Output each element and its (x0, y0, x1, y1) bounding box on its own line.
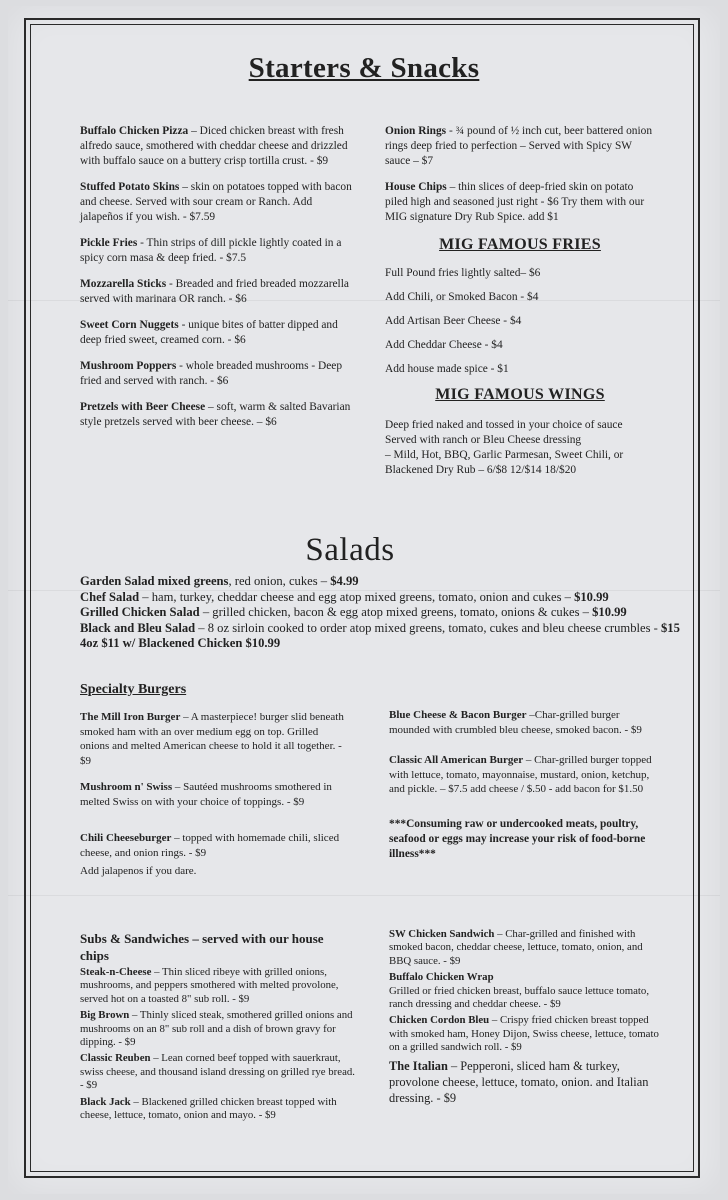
item-desc: – skin on potatoes topped with bacon and cheese. Served with sour cream or Ranch. Add jalapeños if you wish. - $7.59 (80, 181, 352, 223)
wings-description (385, 418, 655, 478)
item-name: Big Brown (80, 1009, 130, 1022)
menu-item (80, 831, 350, 860)
menu-item (389, 753, 661, 797)
item-desc: – soft, warm & salted Bavarian style pretzels served with beer cheese. – $6 (80, 401, 351, 428)
salad-item (80, 590, 680, 606)
salads-title: Salads (305, 532, 395, 568)
item-name: The Italian (389, 1058, 448, 1073)
item-name: Chef Salad (80, 589, 140, 604)
item-name: Mushroom Poppers (80, 360, 177, 372)
wings-line: Deep fried naked and tossed in your choice of sauce (385, 419, 623, 431)
menu-item (80, 359, 355, 389)
menu-item (389, 1014, 661, 1054)
menu-item (80, 710, 350, 768)
fries-line: Add house made spice - $1 (385, 363, 509, 375)
item-name: Chicken Cordon Bleu (389, 1014, 490, 1027)
salad-item (80, 605, 680, 621)
menu-item (80, 1009, 355, 1049)
food-safety-warning: ***Consuming raw or undercooked meats, poultry, seafood or eggs may increase your risk of food-borne illness*** (389, 817, 646, 860)
fries-line: Full Pound fries lightly salted– $6 (385, 267, 541, 279)
item-name: Buffalo Chicken Pizza (80, 125, 189, 137)
starters-right-column (385, 124, 655, 478)
item-desc: – 8 oz sirloin cooked to order atop mixed greens, tomato, cukes and bleu cheese crumbles - (195, 620, 661, 635)
item-name: Classic All American Burger (389, 754, 524, 766)
burgers-title: Specialty Burgers (80, 682, 187, 697)
wings-line: Served with ranch or Bleu Cheese dressing (385, 434, 582, 446)
menu-item (80, 180, 355, 225)
item-name: Mushroom n' Swiss (80, 781, 173, 793)
item-desc: - unique bites of batter dipped and deep fried sweet, creamed corn. - $6 (80, 319, 338, 346)
item-price: $4.99 (330, 574, 359, 588)
fries-line: Add Chili, or Smoked Bacon - $4 (385, 291, 539, 303)
fries-line: Add Artisan Beer Cheese - $4 (385, 315, 522, 327)
menu-item (80, 1096, 355, 1123)
item-desc: - Breaded and fried breaded mozzarella served with marinara OR ranch. - $6 (80, 278, 349, 305)
subs-left-column (80, 966, 355, 1125)
starters-left-column (80, 124, 355, 441)
menu-item (389, 1058, 661, 1106)
item-name: Blue Cheese & Bacon Burger (389, 709, 527, 721)
item-desc: - ¾ pound of ½ inch cut, beer battered onion rings deep fried to perfection – Served with Spicy SW sauce – $7 (385, 125, 653, 167)
fries-title: MIG FAMOUS FRIES (439, 236, 601, 253)
item-name: Grilled Chicken Salad (80, 605, 200, 619)
salad-item (80, 574, 680, 590)
item-desc: – thin slices of deep-fried skin on potato piled high and seasoned just right - $6 Try them with our MIG signature Dry Rub Spice. add $1 (385, 181, 645, 223)
item-desc: – Pepperoni, sliced ham & turkey, provolone cheese, lettuce, tomato, onion. and Italian dressing. - $9 (389, 1058, 649, 1105)
item-name: Garden Salad mixed greens (80, 574, 229, 588)
item-name: Black and Bleu Salad (80, 620, 196, 635)
wings-line: Blackened Dry Rub – 6/$8 12/$14 18/$20 (385, 464, 577, 476)
wings-line: – Mild, Hot, BBQ, Garlic Parmesan, Sweet Chili, or (385, 449, 624, 461)
menu-item (80, 1052, 355, 1092)
salad-item (80, 621, 680, 652)
item-desc: – ham, turkey, cheddar cheese and egg atop mixed greens, tomato, onion and cukes – (139, 589, 575, 604)
menu-item (80, 780, 350, 809)
item-name: Chili Cheeseburger (80, 832, 172, 844)
item-desc: - Thin strips of dill pickle lightly coated in a spicy corn masa & deep fried. - $7.5 (80, 237, 342, 264)
item-name: House Chips (385, 181, 447, 193)
item-desc: – Char-grilled and finished with smoked bacon, cheddar cheese, lettuce, tomato, onion, and BBQ sauce. - $9 (389, 928, 643, 967)
menu-item (389, 928, 661, 968)
menu-item (385, 180, 655, 225)
burgers-right-column (389, 708, 661, 873)
subs-right-column (389, 928, 661, 1106)
item-price: $15 4oz $11 w/ Blackened Chicken $10.99 (80, 620, 680, 650)
fries-line: Add Cheddar Cheese - $4 (385, 339, 503, 351)
item-name: Steak-n-Cheese (80, 966, 152, 978)
item-name: Stuffed Potato Skins (80, 181, 180, 193)
menu-item (389, 708, 661, 737)
item-name: Black Jack (80, 1095, 131, 1108)
item-name: Sweet Corn Nuggets (80, 319, 179, 331)
wings-title: MIG FAMOUS WINGS (435, 386, 605, 403)
menu-item (80, 236, 355, 266)
item-name: Onion Rings (385, 125, 447, 137)
burgers-left-column (80, 710, 350, 891)
item-desc: – Diced chicken breast with fresh alfredo sauce, smothered with cheddar cheese and drizzled with buffalo sauce on a buttery crisp tortilla crust. - $9 (80, 125, 348, 167)
item-name: The Mill Iron Burger (80, 711, 181, 723)
jalapeno-note: Add jalapenos if you dare. (80, 865, 197, 877)
item-price: $10.99 (574, 589, 609, 604)
item-desc: – grilled chicken, bacon & egg atop mixed greens, tomato, onions & cukes – (199, 605, 593, 619)
item-name: Pickle Fries (80, 237, 138, 249)
item-desc: – Blackened grilled chicken breast topped with cheese, lettuce, tomato, onion and mayo. - $9 (80, 1095, 337, 1122)
menu-item (80, 277, 355, 307)
menu-item (80, 124, 355, 169)
subs-title: Subs & Sandwiches – served with our house chips (80, 931, 324, 963)
item-desc: – Char-grilled burger topped with lettuce, tomato, mayonnaise, mustard, onion, ketchup, and pickle. – $7.5 add cheese / $.50 - add bacon for $1.50 (389, 754, 652, 795)
item-desc: , red onion, cukes – (228, 574, 331, 588)
menu-item (80, 400, 355, 430)
item-name: SW Chicken Sandwich (389, 928, 495, 940)
item-desc: – A masterpiece! burger slid beneath smoked ham with an over medium egg on top. Grilled onions and melted American cheese to hold it all together. - $9 (80, 711, 344, 767)
item-desc: – Sautéed mushrooms smothered in melted Swiss on with your choice of toppings. - $9 (80, 781, 332, 808)
item-desc: – Thin sliced ribeye with grilled onions, mushrooms, and peppers smothered with melted provolone, served hot on a toasted 8" sub roll. - $9 (80, 966, 339, 1005)
item-desc: – Thinly sliced steak, smothered grilled onions and mushrooms on an 8" sub roll and a dish of brown gravy for dipping. - $9 (80, 1009, 353, 1049)
item-name: Mozzarella Sticks (80, 278, 167, 290)
menu-item (385, 124, 655, 169)
item-name: Pretzels with Beer Cheese (80, 401, 206, 413)
menu-item (80, 966, 355, 1006)
item-price: $10.99 (592, 605, 627, 619)
item-desc: – Crispy fried chicken breast topped with smoked ham, Honey Dijon, Swiss cheese, lettuce, tomato on a grilled sandwich roll. - $9 (389, 1014, 659, 1054)
item-name: Buffalo Chicken Wrap (389, 971, 494, 984)
item-desc: – topped with homemade chili, sliced cheese, and onion rings. - $9 (80, 832, 340, 859)
salads-list (80, 574, 680, 652)
item-desc: - whole breaded mushrooms - Deep fried and served with ranch. - $6 (80, 360, 343, 387)
item-desc: – Lean corned beef topped with sauerkraut, swiss cheese, and thousand island dressing on grilled rye bread. - $9 (80, 1052, 355, 1092)
menu-item (389, 971, 661, 1011)
item-desc: –Char-grilled burger mounded with crumbled bleu cheese, smoked bacon. - $9 (389, 709, 642, 736)
item-desc: Grilled or fried chicken breast, buffalo sauce lettuce tomato, ranch dressing and cheddar cheese. - $9 (389, 984, 650, 1011)
item-name: Classic Reuben (80, 1052, 151, 1065)
starters-title: Starters & Snacks (248, 52, 480, 84)
menu-item (80, 318, 355, 348)
